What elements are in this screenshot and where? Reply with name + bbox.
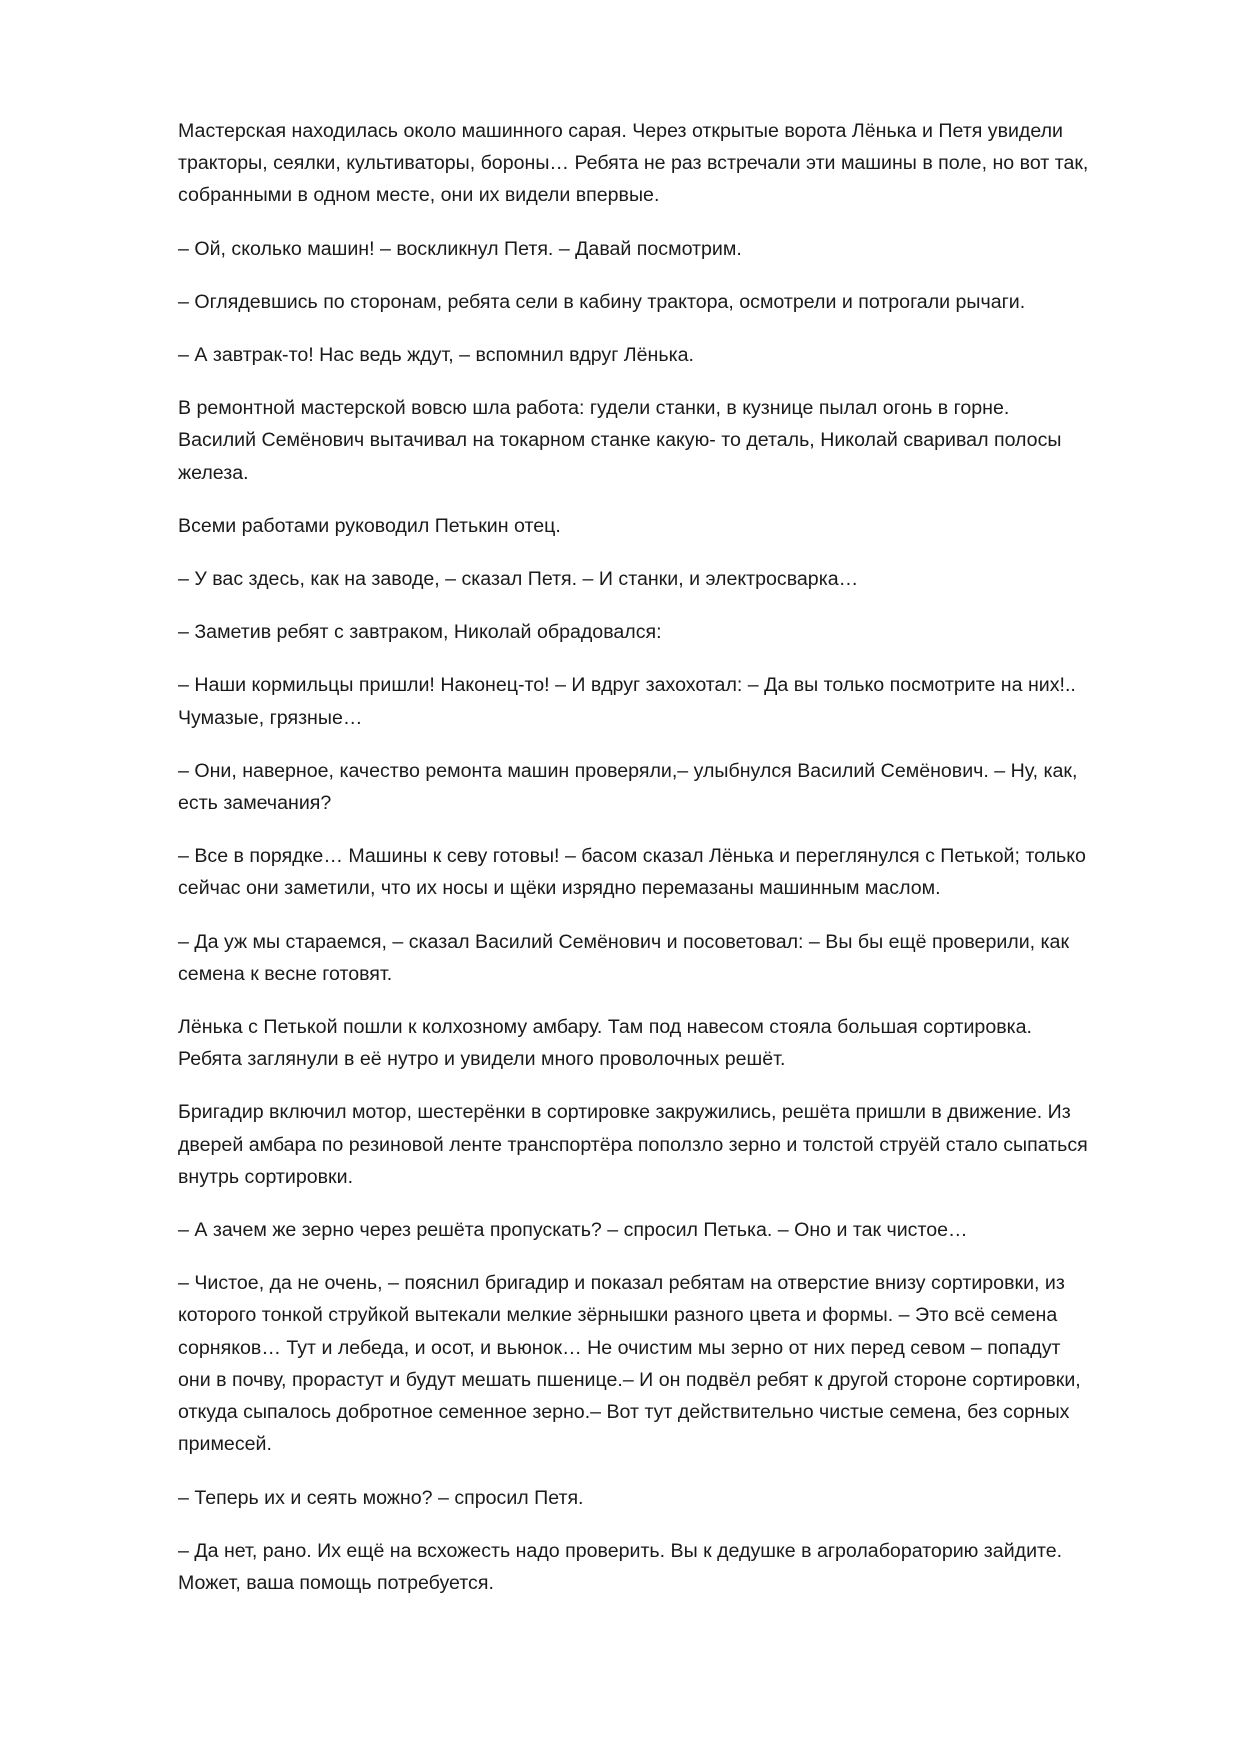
paragraph: [178, 1535, 1166, 1599]
paragraph: [178, 392, 1166, 489]
text-line: – Они, наверное, качество ремонта машин проверяли,– улыбнулся Василий Семёнович. – Ну, как,: [178, 759, 1078, 782]
text-line: – Да уж мы стараемся, – сказал Василий Семёнович и посоветовал: – Вы бы ещё проверили, как: [178, 930, 1070, 953]
paragraph: [178, 1096, 1166, 1193]
text-line: – Все в порядке… Машины к севу готовы! – басом сказал Лёнька и переглянулся с Петькой; только: [178, 845, 1086, 868]
paragraph: [178, 840, 1166, 904]
text-line: внутрь сортировки.: [178, 1165, 354, 1188]
paragraph: [178, 755, 1166, 819]
text-line: тракторы, сеялки, культиваторы, бороны… Ребята не раз встречали эти машины в поле, но вот так,: [178, 152, 1089, 175]
text-line: сорняков… Тут и лебеда, и осот, и вьюнок… Не очистим мы зерно от них перед севом – попадут: [178, 1336, 1061, 1359]
text-line: Бригадир включил мотор, шестерёнки в сортировке закружились, решёта пришли в движение. Из: [178, 1101, 1071, 1124]
paragraph: [178, 926, 1166, 990]
text-line: дверей амбара по резиновой ленте транспортёра поползло зерно и толстой струёй стало сыпаться: [178, 1133, 1088, 1156]
text-line: – Да нет, рано. Их ещё на всхожесть надо проверить. Вы к дедушке в агролабораторию зайдите.: [178, 1539, 1063, 1562]
paragraph: [178, 233, 1166, 265]
text-line: Ребята заглянули в её нутро и увидели много проволочных решёт.: [178, 1048, 786, 1071]
paragraph: [178, 339, 1166, 371]
text-line: которого тонкой струйкой вытекали мелкие зёрнышки разного цвета и формы. – Это всё семена: [178, 1304, 1058, 1327]
text-line: железа.: [178, 461, 249, 484]
text-line: Чумазые, грязные…: [178, 706, 363, 729]
text-line: – А завтрак-то! Нас ведь ждут, – вспомнил вдруг Лёнька.: [178, 344, 694, 367]
text-line: они в почву, прорастут и будут мешать пшенице.– И он подвёл ребят к другой стороне сортировки,: [178, 1368, 1081, 1391]
text-line: есть замечания?: [178, 792, 332, 815]
text-line: – У вас здесь, как на заводе, – сказал Петя. – И станки, и электросварка…: [178, 568, 859, 591]
text-line: Всеми работами руководил Петькин отец.: [178, 514, 561, 537]
paragraph: [178, 563, 1166, 595]
text-line: Может, ваша помощь потребуется.: [178, 1571, 494, 1594]
text-line: – А зачем же зерно через решёта пропускать? – спросил Петька. – Оно и так чистое…: [178, 1219, 968, 1242]
text-line: – Чистое, да не очень, – пояснил бригадир и показал ребятам на отверстие внизу сортировки, из: [178, 1272, 1065, 1295]
text-line: откуда сыпалось добротное семенное зерно.– Вот тут действительно чистые семена, без сорных: [178, 1401, 1070, 1424]
text-line: семена к весне готовят.: [178, 962, 393, 985]
text-line: Василий Семёнович вытачивал на токарном станке какую- то деталь, Николай сваривал полосы: [178, 429, 1062, 452]
document-page: [178, 115, 1166, 1620]
text-line: собранными в одном месте, они их видели впервые.: [178, 184, 660, 207]
paragraph: [178, 115, 1166, 212]
paragraph: [178, 669, 1166, 733]
text-line: примесей.: [178, 1433, 272, 1456]
paragraph: [178, 1267, 1166, 1460]
paragraph: [178, 1011, 1166, 1075]
text-line: – Ой, сколько машин! – воскликнул Петя. – Давай посмотрим.: [178, 237, 742, 260]
text-line: В ремонтной мастерской вовсю шла работа: гудели станки, в кузнице пылал огонь в горне.: [178, 397, 1010, 420]
text-line: – Оглядевшись по сторонам, ребята сели в кабину трактора, осмотрели и потрогали рычаги.: [178, 290, 1026, 313]
text-line: сейчас они заметили, что их носы и щёки изрядно перемазаны машинным маслом.: [178, 877, 941, 900]
paragraph: [178, 1482, 1166, 1514]
text-line: Лёнька с Петькой пошли к колхозному амбару. Там под навесом стояла большая сортировка.: [178, 1016, 1032, 1039]
text-line: – Наши кормильцы пришли! Наконец-то! – И вдруг захохотал: – Да вы только посмотрите на них!..: [178, 674, 1076, 697]
paragraph: [178, 1214, 1166, 1246]
text-line: Мастерская находилась около машинного сарая. Через открытые ворота Лёнька и Петя увидели: [178, 120, 1063, 142]
paragraph: [178, 510, 1166, 542]
paragraph: [178, 286, 1166, 318]
text-line: – Заметив ребят с завтраком, Николай обрадовался:: [178, 621, 662, 644]
paragraph: [178, 616, 1166, 648]
text-line: – Теперь их и сеять можно? – спросил Петя.: [178, 1486, 584, 1509]
